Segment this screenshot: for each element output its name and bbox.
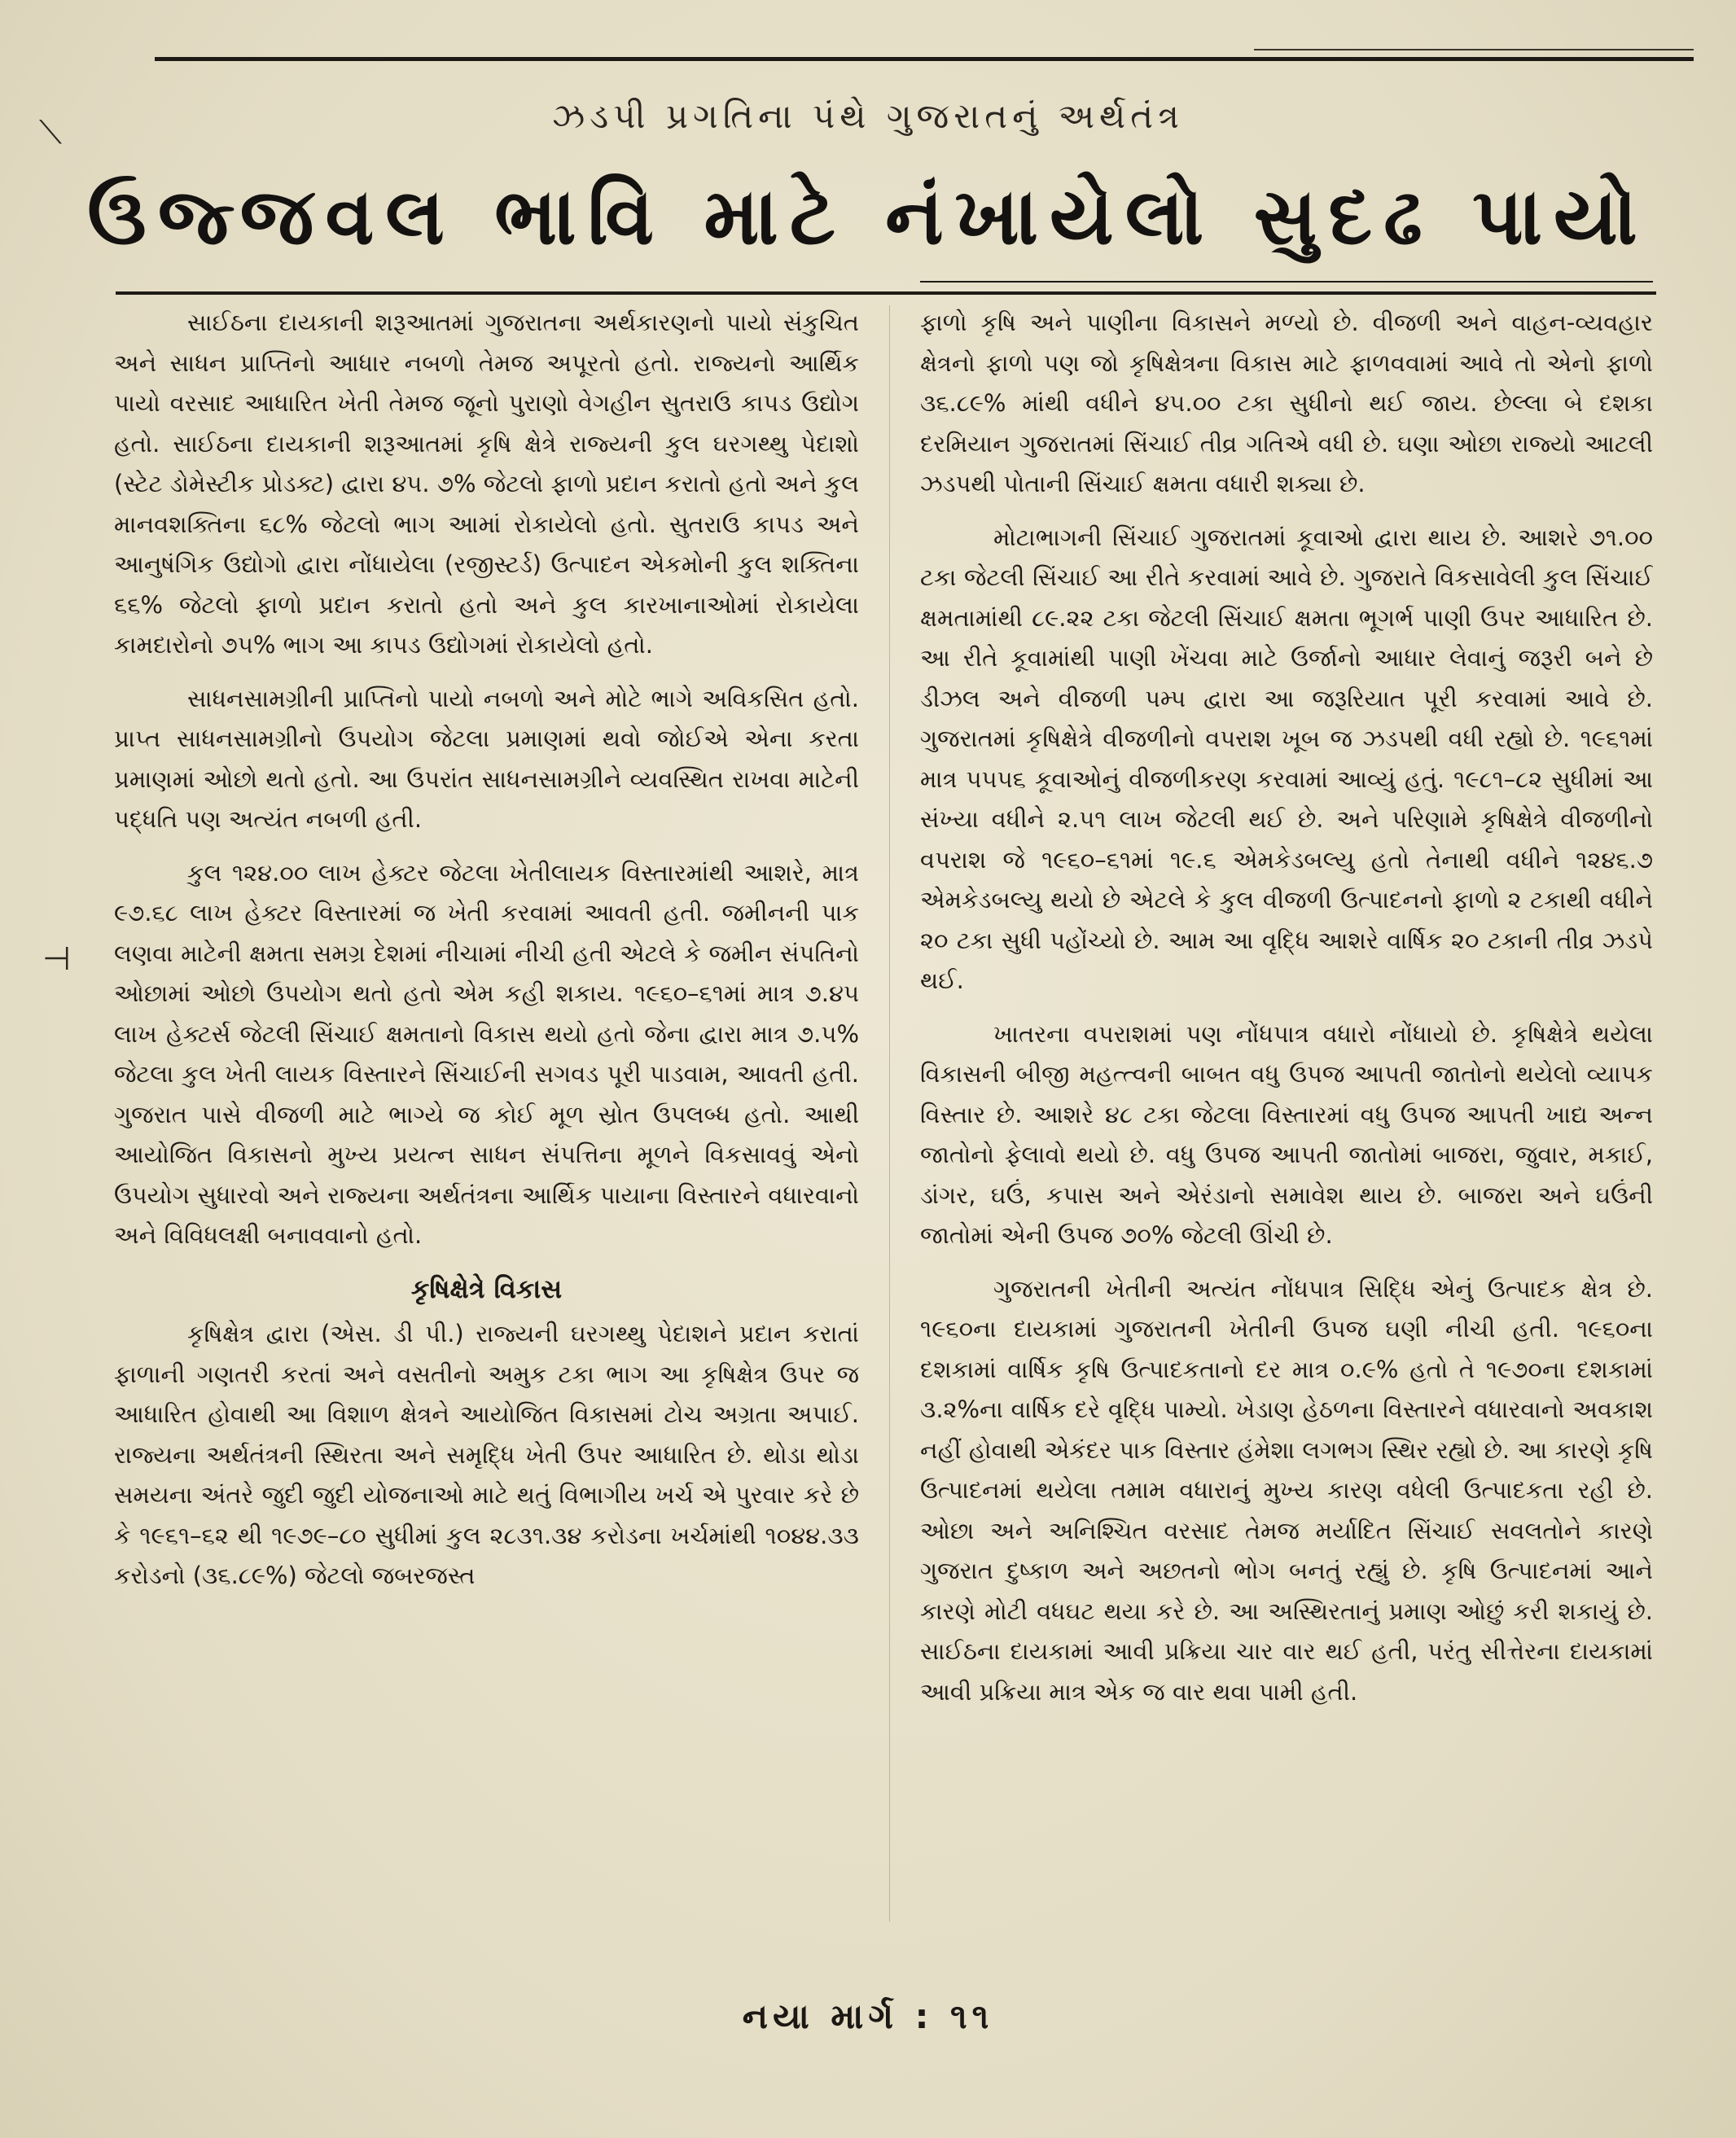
margin-mark: ⟍ bbox=[39, 114, 62, 151]
paragraph: ગુજરાતની ખેતીની અત્યંત નોંધપાત્ર સિદ્ધિ એનું ઉત્પાદક ક્ષેત્ર છે. ૧૯૬૦ના દાયકામાં ગુજરાતની ખેતીની ઉપજ ઘણી નીચી હતી. ૧૯૬૦ના દશકામાં વાર્ષિક કૃષિ ઉત્પાદકતાનો દર માત્ર ૦.૯% હતો તે ૧૯૭૦ના દશકામાં ૩.૨%ના વાર્ષિક દરે વૃદ્ધિ પામ્યો. ખેડાણ હેઠળના વિસ્તારને વધારવાનો અવકાશ નહીં હોવાથી એકંદર પાક વિસ્તાર હંમેશા લગભગ સ્થિર રહ્યો છે. આ કારણે કૃષિ ઉત્પાદનમાં થયેલા તમામ વધારાનું મુખ્ય કારણ વધેલી ઉત્પાદકતા રહી છે. ઓછા અને અનિશ્ચિત વરસાદ તેમજ મર્યાદિત સિંચાઈ સવલતોને કારણે ગુજરાત દુષ્કાળ અને અછતનો ભોગ બનતું રહ્યું છે. કૃષિ ઉત્પાદનમાં આને કારણે મોટી વધઘટ થયા કરે છે. આ અસ્થિરતાનું પ્રમાણ ઓછું કરી શકાયું છે. સાઈઠના દાયકામાં આવી પ્રક્રિયા ચાર વાર થઈ હતી, પરંતુ સીત્તેરના દાયકામાં આવી પ્રક્રિયા માત્ર એક જ વાર થવા પામી હતી. bbox=[920, 1274, 1653, 1706]
kicker-heading: ઝડપી પ્રગતિના પંથે ગુજરાતનું અર્થતંત્ર bbox=[552, 96, 1184, 136]
paragraph: કુલ ૧૨૪.૦૦ લાખ હેક્ટર જેટલા ખેતીલાયક વિસ્તારમાંથી આશરે, માત્ર ૯૭.૬૮ લાખ હેક્ટર વિસ્તારમાં જ ખેતી કરવામાં આવતી હતી. જમીનની પાક લણવા માટેની ક્ષમતા સમગ્ર દેશમાં નીચામાં નીચી હતી એટલે કે જમીન સંપતિનો ઓછામાં ઓછો ઉપયોગ થતો હતો એમ કહી શકાય. ૧૯૬૦–૬૧માં માત્ર ૭.૪૫ લાખ હેક્ટર્સ જેટલી સિંચાઈ ક્ષમતાનો વિકાસ થયો હતો જેના દ્વારા માત્ર ૭.૫% જેટલા કુલ ખેતી લાયક વિસ્તારને સિંચાઈની સગવડ પૂરી પાડવામ, આવતી હતી. ગુજરાત પાસે વીજળી માટે ભાગ્યે જ કોઈ મૂળ સ્રોત ઉપલબ્ધ હતો. આથી આયોજિત વિકાસનો મુખ્ય પ્રયત્ન સાધન સંપત્તિના મૂળને વિકસાવવું એનો ઉપયોગ સુધારવો અને રાજ્યના અર્થતંત્રના આર્થિક પાયાના વિસ્તારને વધારવાનો અને વિવિધલક્ષી બનાવવાનો હતો. bbox=[114, 858, 859, 1249]
heading-rule-right bbox=[920, 281, 1653, 283]
paragraph: સાધનસામગ્રીની પ્રાપ્તિનો પાયો નબળો અને મોટે ભાગે અવિકસિત હતો. પ્રાપ્ત સાધનસામગ્રીનો ઉપયોગ જેટલા પ્રમાણમાં થવો જોઈએ એના કરતા પ્રમાણમાં ઓછો થતો હતો. આ ઉપરાંત સાધનસામગ્રીને વ્યવસ્થિત રાખવા માટેની પદ્ધતિ પણ અત્યંત નબળી હતી. bbox=[114, 684, 859, 833]
left-column bbox=[114, 303, 859, 1931]
column-divider bbox=[889, 305, 890, 1921]
top-rule bbox=[155, 57, 1694, 61]
paragraph: સાઈઠના દાયકાની શરૂઆતમાં ગુજરાતના અર્થકારણનો પાયો સંકુચિત અને સાધન પ્રાપ્તિનો આધાર નબળો તેમજ અપૂરતો હતો. રાજ્યનો આર્થિક પાયો વરસાદ આધારિત ખેતી તેમજ જૂનો પુરાણો વેગહીન સુતરાઉ કાપડ ઉદ્યોગ હતો. સાઈઠના દાયકાની શરૂઆતમાં કૃષિ ક્ષેત્રે રાજ્યની કુલ ઘરગથ્થુ પેદાશો (સ્ટેટ ડોમેસ્ટીક પ્રોડક્ટ) દ્વારા ૪૫. ૭% જેટલો ફાળો પ્રદાન કરાતો હતો અને કુલ માનવશક્તિના ૬૮% જેટલો ભાગ આમાં રોકાયેલો હતો. સુતરાઉ કાપડ અને આનુષંગિક ઉદ્યોગો દ્વારા નોંધાયેલા (રજીસ્ટર્ડ) ઉત્પાદન એકમોની કુલ શક્તિના ૬૬% જેટલો ફાળો પ્રદાન કરાતો હતો અને કુલ કારખાનાઓમાં રોકાયેલા કામદારોનો ૭૫% ભાગ આ કાપડ ઉદ્યોગમાં રોકાયેલો હતો. bbox=[114, 309, 859, 659]
paragraph: ખાતરના વપરાશમાં પણ નોંધપાત્ર વધારો નોંધાયો છે. કૃષિક્ષેત્રે થયેલા વિકાસની બીજી મહત્ત્વની બાબત વધુ ઉપજ આપતી જાતોનો થયેલો વ્યાપક વિસ્તાર છે. આશરે ૪૮ ટકા જેટલા વિસ્તારમાં વધુ ઉપજ આપતી ખાદ્ય અન્ન જાતોનો ફેલાવો થયો છે. વધુ ઉપજ આપતી જાતોમાં બાજરા, જુવાર, મકાઈ, ડાંગર, ઘઉં, કપાસ અને એરંડાનો સમાવેશ થાય છે. બાજરા અને ઘઉંની જાતોમાં એની ઉપજ ૭૦% જેટલી ઊંચી છે. bbox=[920, 1019, 1653, 1249]
right-column bbox=[920, 303, 1653, 1931]
paragraph: મોટાભાગની સિંચાઈ ગુજરાતમાં કૂવાઓ દ્વારા થાય છે. આશરે ૭૧.૦૦ ટકા જેટલી સિંચાઈ આ રીતે કરવામાં આવે છે. ગુજરાતે વિકસાવેલી કુલ સિંચાઈ ક્ષમતામાંથી ૮૯.૨૨ ટકા જેટલી સિંચાઈ ક્ષમતા ભૂગર્ભ પાણી ઉપર આધારિત છે. આ રીતે કૂવામાંથી પાણી ખેંચવા માટે ઉર્જાનો આધાર લેવાનું જરૂરી બને છે ડીઝલ અને વીજળી પમ્પ દ્વારા આ જરૂરિયાત પૂરી કરવામાં આવે છે. ગુજરાતમાં કૃષિક્ષેત્રે વીજળીનો વપરાશ ખૂબ જ ઝડપથી વધી રહ્યો છે. ૧૯૬૧માં માત્ર ૫૫૫૬ કૂવાઓનું વીજળીકરણ કરવામાં આવ્યું હતું. ૧૯૮૧–૮૨ સુધીમાં આ સંખ્યા વધીને ૨.૫૧ લાખ જેટલી થઈ છે. અને પરિણામે કૃષિક્ષેત્રે વીજળીનો વપરાશ જે ૧૯૬૦–૬૧માં ૧૯.૬ એમકેડબલ્યુ હતો તેનાથી વધીને ૧૨૪૬.૭ એમકેડબલ્યુ થયો છે એટલે કે કુલ વીજળી ઉત્પાદનનો ફાળો ૨ ટકાથી વધીને ૨૦ ટકા સુધી પહોંચ્યો છે. આમ આ વૃદ્ધિ આશરે વાર્ષિક ૨૦ ટકાની તીવ્ર ઝડપે થઈ. bbox=[920, 523, 1653, 994]
top-thin-rule bbox=[1254, 49, 1694, 50]
paragraph: કૃષિક્ષેત્ર દ્વારા (એસ. ડી પી.) રાજ્યની ઘરગથ્થુ પેદાશને પ્રદાન કરાતાં ફાળાની ગણતરી કરતાં અને વસતીનો અમુક ટકા ભાગ આ કૃષિક્ષેત્ર ઉપર જ આધારિત હોવાથી આ વિશાળ ક્ષેત્રને આયોજિત વિકાસમાં ટોચ અગ્રતા અપાઈ. રાજ્યના અર્થતંત્રની સ્થિરતા અને સમૃદ્ધિ ખેતી ઉપર આધારિત છે. થોડા થોડા સમયના અંતરે જુદી જુદી યોજનાઓ માટે થતું વિભાગીય ખર્ચ એ પુરવાર કરે છે કે ૧૯૬૧–૬૨ થી ૧૯૭૯–૮૦ સુધીમાં કુલ ૨૮૩૧.૩૪ કરોડના ખર્ચમાંથી ૧૦૪૪.૩૩ કરોડનો (૩૬.૮૯%) જેટલો જબરજસ્ત bbox=[114, 1320, 859, 1589]
margin-mark: ⊣ bbox=[42, 940, 71, 978]
heading-rule bbox=[116, 291, 1656, 295]
section-subheading: કૃષિક્ષેત્રે વિકાસ bbox=[410, 1273, 563, 1304]
page-footer: નયા માર્ગ : ૧૧ bbox=[742, 1996, 994, 2036]
paragraph: ફાળો કૃષિ અને પાણીના વિકાસને મળ્યો છે. વીજળી અને વાહન-વ્યવહાર ક્ષેત્રનો ફાળો પણ જો કૃષિક્ષેત્રના વિકાસ માટે ફાળવવામાં આવે તો એનો ફાળો ૩૬.૮૯% માંથી વધીને ૪૫.૦૦ ટકા સુધીનો થઈ જાય. છેલ્લા બે દશકા દરમિયાન ગુજરાતમાં સિંચાઈ તીવ્ર ગતિએ વધી છે. ઘણા ઓછા રાજ્યો આટલી ઝડપથી પોતાની સિંચાઈ ક્ષમતા વધારી શક્યા છે. bbox=[920, 309, 1653, 497]
page-title: ઉજ્જવલ ભાવિ માટે નંખાયેલો સુદઢ પાયો bbox=[87, 171, 1649, 262]
